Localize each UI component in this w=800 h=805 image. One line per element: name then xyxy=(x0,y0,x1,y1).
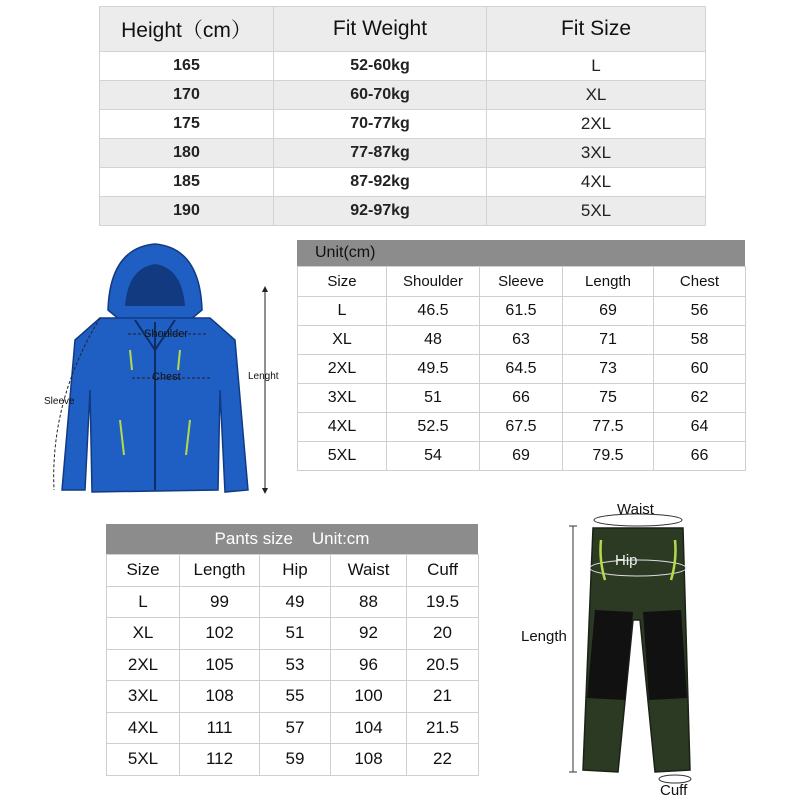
fit-height-cell: 165 xyxy=(100,52,274,81)
table-cell: 75 xyxy=(563,384,654,413)
table-row xyxy=(100,168,706,197)
table-cell: 60 xyxy=(654,355,746,384)
jacket-header-cell: Sleeve xyxy=(480,267,563,297)
jacket-header-cell: Chest xyxy=(654,267,746,297)
table-cell: 5XL xyxy=(107,744,180,776)
table-cell: 64 xyxy=(654,413,746,442)
table-cell: 112 xyxy=(180,744,260,776)
jacket-unit-header: Unit(cm) xyxy=(297,240,745,266)
table-cell: 56 xyxy=(654,297,746,326)
pants-cuff-label: Cuff xyxy=(660,782,688,799)
pants-header-cell: Cuff xyxy=(407,555,479,587)
table-cell: 55 xyxy=(260,681,331,713)
table-cell: L xyxy=(107,586,180,618)
table-cell: 22 xyxy=(407,744,479,776)
table-cell: 69 xyxy=(480,442,563,471)
table-cell: 108 xyxy=(180,681,260,713)
table-row xyxy=(298,442,746,471)
jacket-image xyxy=(40,240,290,500)
table-cell: 58 xyxy=(654,326,746,355)
table-cell: 53 xyxy=(260,649,331,681)
table-row xyxy=(100,110,706,139)
table-cell: 52.5 xyxy=(387,413,480,442)
table-cell: 77.5 xyxy=(563,413,654,442)
jacket-size-chart xyxy=(297,240,745,471)
table-cell: 66 xyxy=(654,442,746,471)
fit-height-cell: 190 xyxy=(100,197,274,226)
table-row xyxy=(107,649,479,681)
fit-weight-cell: 92-97kg xyxy=(274,197,487,226)
pants-hip-label: Hip xyxy=(615,552,638,569)
jacket-header-cell: Size xyxy=(298,267,387,297)
table-cell: 19.5 xyxy=(407,586,479,618)
fit-size-cell: 4XL xyxy=(487,168,706,197)
table-cell: 46.5 xyxy=(387,297,480,326)
table-cell: 5XL xyxy=(298,442,387,471)
pants-header-cell: Size xyxy=(107,555,180,587)
table-cell: 49.5 xyxy=(387,355,480,384)
fit-size-cell: 3XL xyxy=(487,139,706,168)
table-cell: 64.5 xyxy=(480,355,563,384)
fit-header-weight: Fit Weight xyxy=(274,7,487,52)
table-cell: 100 xyxy=(331,681,407,713)
table-row xyxy=(100,197,706,226)
table-cell: 20 xyxy=(407,618,479,650)
fit-header-size: Fit Size xyxy=(487,7,706,52)
pants-table-header-row xyxy=(107,555,479,587)
table-cell: 104 xyxy=(331,712,407,744)
table-cell: 96 xyxy=(331,649,407,681)
jacket-sleeve-label: Sleeve xyxy=(44,396,75,407)
fit-height-cell: 185 xyxy=(100,168,274,197)
fit-weight-cell: 87-92kg xyxy=(274,168,487,197)
jacket-chest-label: Chest xyxy=(152,371,181,383)
table-cell: 61.5 xyxy=(480,297,563,326)
fit-size-cell: L xyxy=(487,52,706,81)
table-cell: 99 xyxy=(180,586,260,618)
table-row xyxy=(107,681,479,713)
table-cell: 21 xyxy=(407,681,479,713)
table-cell: 73 xyxy=(563,355,654,384)
pants-size-chart xyxy=(106,524,478,776)
fit-height-cell: 175 xyxy=(100,110,274,139)
table-cell: 71 xyxy=(563,326,654,355)
table-row xyxy=(298,297,746,326)
table-cell: 111 xyxy=(180,712,260,744)
table-cell: L xyxy=(298,297,387,326)
table-row xyxy=(107,712,479,744)
pants-unit-header: Pants size Unit:cm xyxy=(106,524,478,554)
table-cell: XL xyxy=(107,618,180,650)
table-cell: 102 xyxy=(180,618,260,650)
table-cell: 51 xyxy=(260,618,331,650)
table-cell: 66 xyxy=(480,384,563,413)
fit-header-height: Height（cm） xyxy=(100,7,274,52)
pants-image xyxy=(515,500,715,800)
table-cell: 51 xyxy=(387,384,480,413)
table-row xyxy=(298,355,746,384)
table-cell: XL xyxy=(298,326,387,355)
table-row xyxy=(100,81,706,110)
fit-weight-cell: 52-60kg xyxy=(274,52,487,81)
pants-length-label: Length xyxy=(521,628,567,645)
jacket-diagram xyxy=(40,240,290,500)
pants-header-cell: Length xyxy=(180,555,260,587)
fit-table-header-row xyxy=(100,7,706,52)
jacket-table-header-row xyxy=(298,267,746,297)
table-cell: 4XL xyxy=(107,712,180,744)
fit-size-cell: XL xyxy=(487,81,706,110)
fit-height-cell: 180 xyxy=(100,139,274,168)
jacket-shoulder-label: Shoulder xyxy=(144,328,189,340)
table-cell: 21.5 xyxy=(407,712,479,744)
table-cell: 69 xyxy=(563,297,654,326)
table-cell: 3XL xyxy=(107,681,180,713)
table-cell: 88 xyxy=(331,586,407,618)
table-cell: 20.5 xyxy=(407,649,479,681)
pants-header-cell: Waist xyxy=(331,555,407,587)
table-row xyxy=(298,384,746,413)
table-cell: 105 xyxy=(180,649,260,681)
table-cell: 54 xyxy=(387,442,480,471)
pants-diagram xyxy=(515,500,715,800)
fit-size-cell: 5XL xyxy=(487,197,706,226)
jacket-size-table xyxy=(297,266,746,471)
pants-waist-label: Waist xyxy=(617,501,654,518)
pants-size-table xyxy=(106,554,479,776)
pants-header-cell: Hip xyxy=(260,555,331,587)
jacket-header-cell: Length xyxy=(563,267,654,297)
table-cell: 48 xyxy=(387,326,480,355)
jacket-length-label: Lenght xyxy=(248,371,279,382)
table-row xyxy=(298,326,746,355)
table-cell: 59 xyxy=(260,744,331,776)
table-cell: 108 xyxy=(331,744,407,776)
table-cell: 2XL xyxy=(298,355,387,384)
table-cell: 4XL xyxy=(298,413,387,442)
table-row xyxy=(100,139,706,168)
table-cell: 63 xyxy=(480,326,563,355)
table-cell: 92 xyxy=(331,618,407,650)
fit-weight-cell: 60-70kg xyxy=(274,81,487,110)
table-cell: 49 xyxy=(260,586,331,618)
fit-size-cell: 2XL xyxy=(487,110,706,139)
table-row xyxy=(298,413,746,442)
fit-weight-cell: 70-77kg xyxy=(274,110,487,139)
table-cell: 2XL xyxy=(107,649,180,681)
fit-weight-cell: 77-87kg xyxy=(274,139,487,168)
table-cell: 57 xyxy=(260,712,331,744)
table-row xyxy=(100,52,706,81)
table-cell: 62 xyxy=(654,384,746,413)
table-row xyxy=(107,586,479,618)
table-row xyxy=(107,618,479,650)
table-cell: 79.5 xyxy=(563,442,654,471)
jacket-header-cell: Shoulder xyxy=(387,267,480,297)
table-cell: 3XL xyxy=(298,384,387,413)
table-row xyxy=(107,744,479,776)
fit-height-cell: 170 xyxy=(100,81,274,110)
table-cell: 67.5 xyxy=(480,413,563,442)
fit-size-table xyxy=(99,6,706,226)
